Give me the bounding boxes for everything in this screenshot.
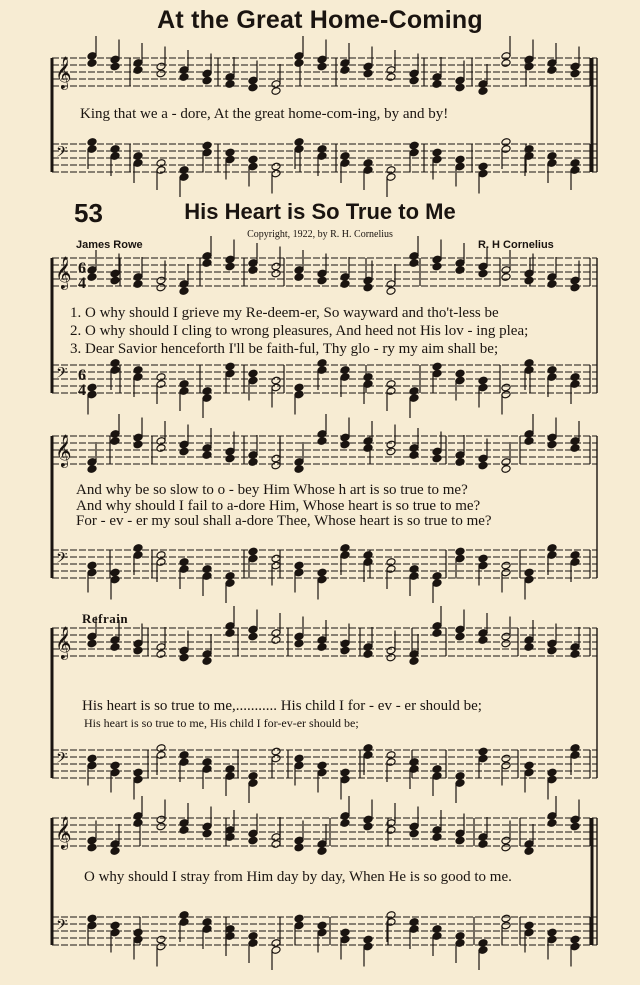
treble-note-head <box>409 259 419 268</box>
treble-note-head <box>133 280 143 289</box>
bass-note-head <box>386 166 396 175</box>
treble-note-head <box>225 80 235 89</box>
bass-note-head <box>501 561 511 570</box>
bass-note-head <box>248 155 258 164</box>
bass-note-head <box>110 568 120 577</box>
verse1-line-2: 2. O why should I cling to wrong pleasures, And heed not His lov - ing plea; <box>70 323 529 339</box>
bass-note-head <box>409 387 419 396</box>
treble-note-head <box>156 69 166 78</box>
treble-note-head <box>363 283 373 292</box>
treble-note-head <box>87 59 97 68</box>
bass-note-head <box>317 145 327 154</box>
bass-note-head <box>478 747 488 756</box>
bass-clef: 𝄢 <box>56 143 68 165</box>
treble-note-head <box>317 847 327 856</box>
treble-note-head <box>363 444 373 453</box>
composer-name: R. H Cornelius <box>478 239 554 251</box>
bass-note-head <box>547 152 557 161</box>
bass-note-head <box>202 141 212 150</box>
treble-note-head <box>455 83 465 92</box>
bass-note-head <box>317 761 327 770</box>
bass-note-head <box>501 754 511 763</box>
bass-note-head <box>110 921 120 930</box>
time-signature-bottom-bass: 4 <box>78 382 86 399</box>
treble-note-head <box>386 653 396 662</box>
bass-note-head <box>271 162 281 171</box>
treble-note-head <box>478 461 488 470</box>
treble-note-head <box>363 822 373 831</box>
bass-note-head <box>478 376 488 385</box>
bass-note-head <box>202 918 212 927</box>
bass-clef: 𝄢 <box>56 549 68 571</box>
treble-note-head <box>110 437 120 446</box>
treble-note-head <box>409 76 419 85</box>
bass-note-head <box>294 754 304 763</box>
treble-note-head <box>156 283 166 292</box>
top-song-lyric: King that we a - dore, At the great home-com-ing, by and by! <box>80 106 449 122</box>
treble-note-head <box>294 465 304 474</box>
treble-note-head <box>455 458 465 467</box>
bass-note-head <box>248 369 258 378</box>
treble-note-head <box>455 266 465 275</box>
verse2-line-1: And why be so slow to o - bey Him Whose h art is so true to me? <box>76 482 468 498</box>
treble-note-head <box>271 636 281 645</box>
treble-note-head <box>294 639 304 648</box>
treble-note-head <box>363 69 373 78</box>
copyright-line: Copyright, 1922, by R. H. Cornelius <box>247 229 393 240</box>
refrain-line-1-bass: His heart is so true to me, His child I for-ev-er should be; <box>84 716 359 730</box>
treble-clef: 𝄞 <box>55 55 72 89</box>
treble-note-head <box>156 650 166 659</box>
treble-note-head <box>363 650 373 659</box>
treble-note-head <box>455 836 465 845</box>
bass-note-head <box>547 768 557 777</box>
bass-note-head <box>156 551 166 560</box>
bass-note-head <box>179 166 189 175</box>
bass-note-head <box>133 768 143 777</box>
treble-note-head <box>248 632 258 641</box>
bass-note-head <box>409 141 419 150</box>
treble-note-head <box>501 59 511 68</box>
treble-note-head <box>248 836 258 845</box>
treble-note-head <box>179 826 189 835</box>
bass-note-head <box>294 561 304 570</box>
bass-note-head <box>547 366 557 375</box>
hymn-number: 53 <box>74 198 103 228</box>
bass-note-head <box>340 366 350 375</box>
treble-note-head <box>524 643 534 652</box>
bass-note-head <box>432 362 442 371</box>
hymn-title: His Heart is So True to Me <box>184 199 456 224</box>
treble-note-head <box>179 653 189 662</box>
bass-note-head <box>409 918 419 927</box>
bass-note-head <box>294 138 304 147</box>
bass-note-head <box>501 138 511 147</box>
bass-clef: 𝄢 <box>56 364 68 386</box>
time-signature-bottom: 4 <box>78 275 86 292</box>
treble-note-head <box>478 840 488 849</box>
bass-note-head <box>455 547 465 556</box>
treble-note-head <box>340 66 350 75</box>
bass-note-head <box>179 380 189 389</box>
treble-note-head <box>432 262 442 271</box>
bass-note-head <box>156 744 166 753</box>
treble-note-head <box>547 819 557 828</box>
treble-note-head <box>386 73 396 82</box>
treble-note-head <box>133 819 143 828</box>
bass-note-head <box>478 162 488 171</box>
treble-note-head <box>386 447 396 456</box>
treble-note-head <box>570 283 580 292</box>
bass-note-head <box>110 145 120 154</box>
bass-note-head <box>156 935 166 944</box>
treble-note-head <box>110 847 120 856</box>
bass-note-head <box>570 551 580 560</box>
bass-note-head <box>363 551 373 560</box>
refrain-label: Refrain <box>82 611 129 626</box>
treble-note-head <box>455 632 465 641</box>
bass-note-head <box>524 568 534 577</box>
treble-note-head <box>340 646 350 655</box>
bass-note-head <box>202 565 212 574</box>
treble-note-head <box>317 643 327 652</box>
bass-note-head <box>317 921 327 930</box>
treble-note-head <box>547 646 557 655</box>
bass-note-head <box>133 366 143 375</box>
bass-note-head <box>524 359 534 368</box>
bass-note-head <box>340 152 350 161</box>
bass-note-head <box>110 359 120 368</box>
treble-note-head <box>340 280 350 289</box>
bass-note-head <box>432 765 442 774</box>
bass-note-head <box>363 935 373 944</box>
bass-note-head <box>87 914 97 923</box>
bass-note-head <box>547 544 557 553</box>
treble-note-head <box>225 454 235 463</box>
treble-note-head <box>225 262 235 271</box>
bass-note-head <box>225 765 235 774</box>
bass-note-head <box>570 744 580 753</box>
verse1-line-1: 1. O why should I grieve my Re-deem-er, So wayward and tho't-less be <box>70 305 499 321</box>
bass-note-head <box>570 373 580 382</box>
bass-note-head <box>455 772 465 781</box>
bass-note-head <box>179 751 189 760</box>
bass-note-head <box>294 914 304 923</box>
treble-note-head <box>570 650 580 659</box>
bass-note-head <box>386 751 396 760</box>
bass-note-head <box>248 772 258 781</box>
bass-note-head <box>133 928 143 937</box>
treble-note-head <box>248 458 258 467</box>
bass-note-head <box>156 373 166 382</box>
treble-note-head <box>501 273 511 282</box>
author-name: James Rowe <box>76 239 143 251</box>
bass-note-head <box>432 148 442 157</box>
treble-clef: 𝄞 <box>55 625 72 659</box>
treble-note-head <box>225 629 235 638</box>
bass-note-head <box>225 572 235 581</box>
treble-note-head <box>317 62 327 71</box>
treble-note-head <box>524 847 534 856</box>
treble-note-head <box>87 273 97 282</box>
bass-note-head <box>409 758 419 767</box>
bass-note-head <box>156 159 166 168</box>
bass-note-head <box>271 376 281 385</box>
bass-note-head <box>202 387 212 396</box>
treble-note-head <box>133 66 143 75</box>
time-signature-top-bass: 6 <box>78 367 86 384</box>
bass-note-head <box>432 925 442 934</box>
bass-note-head <box>363 159 373 168</box>
treble-note-head <box>271 87 281 96</box>
treble-note-head <box>478 269 488 278</box>
treble-note-head <box>570 444 580 453</box>
bass-note-head <box>409 565 419 574</box>
bass-note-head <box>363 373 373 382</box>
treble-note-head <box>478 636 488 645</box>
bass-note-head <box>294 383 304 392</box>
treble-note-head <box>110 276 120 285</box>
bass-clef: 𝄢 <box>56 749 68 771</box>
treble-note-head <box>271 269 281 278</box>
treble-note-head <box>501 639 511 648</box>
bass-note-head <box>524 921 534 930</box>
treble-note-head <box>294 59 304 68</box>
treble-clef: 𝄞 <box>55 815 72 849</box>
treble-note-head <box>179 73 189 82</box>
refrain-line-2: O why should I stray from Him day by day, When He is so good to me. <box>84 869 512 885</box>
treble-note-head <box>386 287 396 296</box>
time-signature-top: 6 <box>78 260 86 277</box>
bass-note-head <box>179 558 189 567</box>
bass-note-head <box>317 359 327 368</box>
treble-note-head <box>432 454 442 463</box>
treble-note-head <box>547 440 557 449</box>
treble-note-head <box>133 440 143 449</box>
refrain-line-1: His heart is so true to me,........... His child I for - ev - er should be; <box>82 698 482 714</box>
treble-note-head <box>202 451 212 460</box>
bass-note-head <box>501 383 511 392</box>
bass-note-head <box>133 152 143 161</box>
treble-note-head <box>317 437 327 446</box>
treble-note-head <box>501 843 511 852</box>
bass-note-head <box>478 939 488 948</box>
bass-note-head <box>87 138 97 147</box>
treble-note-head <box>179 447 189 456</box>
treble-note-head <box>524 276 534 285</box>
treble-note-head <box>340 440 350 449</box>
bass-note-head <box>179 911 189 920</box>
bass-note-head <box>340 768 350 777</box>
bass-note-head <box>248 932 258 941</box>
treble-clef: 𝄞 <box>55 433 72 467</box>
treble-note-head <box>432 629 442 638</box>
treble-note-head <box>87 639 97 648</box>
bass-note-head <box>87 754 97 763</box>
bass-note-head <box>455 369 465 378</box>
treble-note-head <box>570 822 580 831</box>
bass-note-head <box>87 561 97 570</box>
bass-note-head <box>248 547 258 556</box>
treble-note-head <box>248 266 258 275</box>
treble-note-head <box>409 451 419 460</box>
treble-note-head <box>179 287 189 296</box>
bass-note-head <box>501 914 511 923</box>
treble-note-head <box>524 437 534 446</box>
treble-note-head <box>87 843 97 852</box>
top-song-title: At the Great Home-Coming <box>157 6 483 34</box>
bass-note-head <box>340 928 350 937</box>
treble-note-head <box>248 83 258 92</box>
bass-note-head <box>386 558 396 567</box>
treble-note-head <box>432 833 442 842</box>
treble-note-head <box>202 259 212 268</box>
treble-note-head <box>133 646 143 655</box>
treble-note-head <box>202 829 212 838</box>
treble-note-head <box>317 276 327 285</box>
bass-note-head <box>340 544 350 553</box>
bass-note-head <box>202 758 212 767</box>
treble-note-head <box>547 280 557 289</box>
treble-note-head <box>570 69 580 78</box>
bass-note-head <box>363 744 373 753</box>
treble-note-head <box>156 444 166 453</box>
verse2-line-2: And why should I fail to a-dore Him, Whose heart is so true to me? <box>76 498 481 514</box>
treble-note-head <box>294 843 304 852</box>
treble-note-head <box>340 819 350 828</box>
treble-note-head <box>156 822 166 831</box>
treble-note-head <box>478 87 488 96</box>
bass-note-head <box>432 572 442 581</box>
bass-note-head <box>225 362 235 371</box>
treble-note-head <box>202 657 212 666</box>
treble-note-head <box>501 465 511 474</box>
bass-note-head <box>133 544 143 553</box>
treble-note-head <box>110 62 120 71</box>
treble-note-head <box>432 80 442 89</box>
bass-note-head <box>455 155 465 164</box>
treble-note-head <box>87 465 97 474</box>
bass-note-head <box>386 380 396 389</box>
treble-note-head <box>409 829 419 838</box>
bass-note-head <box>110 761 120 770</box>
bass-note-head <box>225 148 235 157</box>
treble-clef: 𝄞 <box>55 255 72 289</box>
bass-note-head <box>547 928 557 937</box>
treble-note-head <box>294 273 304 282</box>
bass-note-head <box>478 554 488 563</box>
treble-note-head <box>547 66 557 75</box>
bass-note-head <box>87 383 97 392</box>
bass-clef: 𝄢 <box>56 916 68 938</box>
bass-note-head <box>317 568 327 577</box>
verse1-line-3: 3. Dear Savior henceforth I'll be faith-ful, Thy glo - ry my aim shall be; <box>70 341 499 357</box>
bass-note-head <box>455 932 465 941</box>
verse2-line-3: For - ev - er my soul shall a-dore Thee, Whose heart is so true to me? <box>76 513 492 529</box>
treble-note-head <box>202 76 212 85</box>
treble-note-head <box>409 657 419 666</box>
bass-note-head <box>524 761 534 770</box>
bass-note-head <box>271 747 281 756</box>
bass-note-head <box>570 159 580 168</box>
bass-note-head <box>570 935 580 944</box>
treble-note-head <box>110 643 120 652</box>
